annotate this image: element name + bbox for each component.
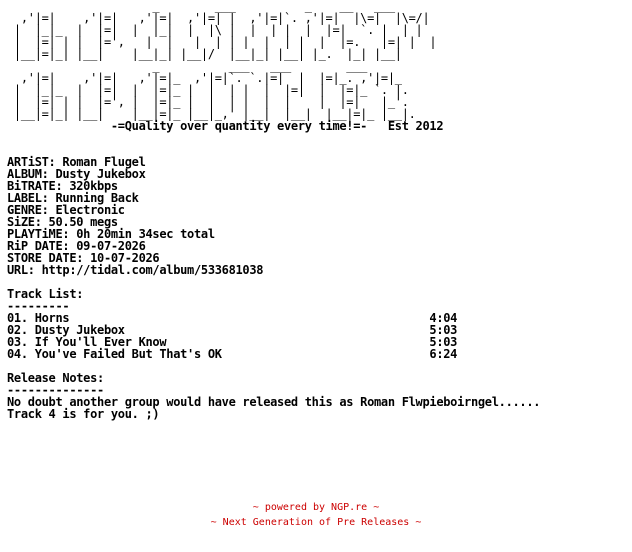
rip-date-line: RiP DATE: 09-07-2026 <box>7 239 146 253</box>
notes-line-1: No doubt another group would have released this as Roman Flwpieboirngel...... <box>7 395 541 409</box>
genre-line: GENRE: Electronic <box>7 203 125 217</box>
notes-line-2: Track 4 is for you. ;) <box>7 407 160 421</box>
tracklist-rule: --------- <box>7 299 70 313</box>
url-line: URL: http://tidal.com/album/533681038 <box>7 263 264 277</box>
size-line: SiZE: 50.50 megs <box>7 215 118 229</box>
title-ascii-art: _ ___ ___ ___ ,'|=| ,'|=| ,'|=|_ ,'|=|`. `.|=| | |=|_. ,'|=|_ | |_|_ | |=| | |=|_ | | | | | |=| | |=|_ `. |. | |=| | | |=', | |=|_ | | | | | | | |=| |_'. |__|=|_| |__| |__|=|_ |__|_,' |__| |__| |__|=|_ |__|. <box>13 59 416 121</box>
footer <box>0 500 632 530</box>
track-row: 04. You've Failed But That's OK 6:24 <box>7 347 458 361</box>
album-line: ALBUM: Dusty Jukebox <box>7 167 146 181</box>
notes-rule: -------------- <box>7 383 104 397</box>
track-row: 03. If You'll Ever Know 5:03 <box>7 335 458 349</box>
notes-heading: Release Notes: <box>7 371 104 385</box>
powered-by-link[interactable]: ~ powered by NGP.re ~ <box>252 502 380 513</box>
store-date-line: STORE DATE: 10-07-2026 <box>7 251 160 265</box>
tracklist-heading: Track List: <box>7 287 84 301</box>
artist-line: ARTiST: Roman Flugel <box>7 155 146 169</box>
playtime-line: PLAYTiME: 0h 20min 34sec total <box>7 227 215 241</box>
bitrate-line: BiTRATE: 320kbps <box>7 179 118 193</box>
track-row: 01. Horns 4:04 <box>7 311 458 325</box>
footer-tagline: ~ Next Generation of Pre Releases ~ <box>210 517 422 528</box>
group-tagline: -=Quality over quantity every time!=- Est 2012 <box>7 119 444 133</box>
nfo-text <box>7 0 540 420</box>
header-ascii-art: _ ___ _ __ ___ ,'|=| ,'|=| ,'|=| ,'|=| | ,'|=|`. ,'|=| |\=| |\=/| | |_|_ | |=| | |_| | |\ | | | | | |=| `. | | | | |=| | | |=', | | | | | | | | | | |=. |=| | | |__|=|_| |__| |__|_| |__|/ |__|_| |__| |_. |_| |__| <box>13 0 437 61</box>
label-line: LABEL: Running Back <box>7 191 139 205</box>
track-row: 02. Dusty Jukebox 5:03 <box>7 323 458 337</box>
